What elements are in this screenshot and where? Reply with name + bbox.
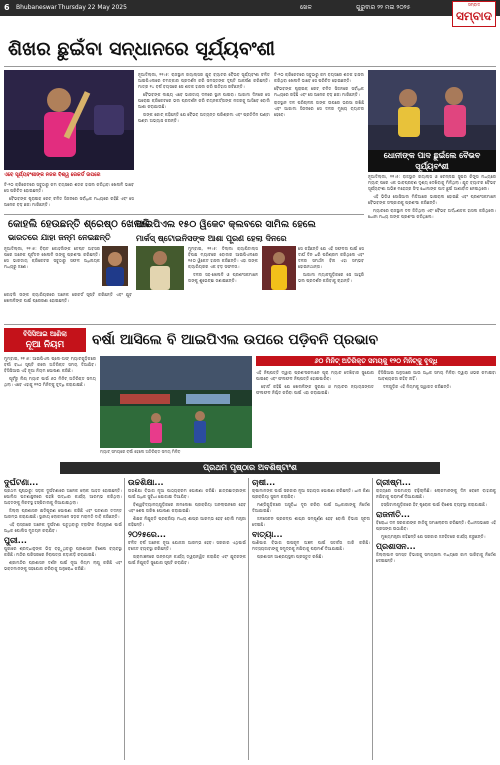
lead-sub-para: ଟି-୨୦ କ୍ରିକେଟରେ ସବୁଠାରୁ କମ ବୟସରେ ଶତକ ହାସଲ କରିଥିବା ଖେଳାଳି ଭାବେ ସେ ପରିଚିତ ହୋଇଛନ୍ତି। [4, 182, 134, 193]
kohli-headline: କୋହଲି ହେଉଛନ୍ତି ଶ୍ରେଷ୍ଠ ଖେଳାଳି [8, 219, 150, 230]
lead-photo [4, 70, 134, 170]
rain-body [4, 356, 96, 456]
lead-headline: ଶିଖର ଛୁଇଁବା ସନ୍ଧାନରେ ସୂର୍ଯ୍ୟବଂଶୀ [8, 38, 275, 60]
lead-side-points [274, 72, 364, 212]
col-text [128, 488, 246, 530]
ipl150-photo [136, 246, 184, 290]
col-para: ଗ୍ରାମାଞ୍ଚଳରେ ଉନ୍ନୟନ କାର୍ଯ୍ୟ ତ୍ୱରାନ୍ୱିତ କରାଯିବ ଏବଂ ଯୁବକଙ୍କ ପାଇଁ ନିଯୁକ୍ତି ସୁଯୋଗ ସୃଷ୍ଟି କରାଯିବ। [128, 554, 246, 565]
col-para: ମୁଖ୍ୟମନ୍ତ୍ରୀ କହିଛନ୍ତି ଯେ ସରକାର ଜନହିତରେ କାର୍ଯ୍ୟ କରୁଛନ୍ତି। [381, 534, 486, 539]
dhoni-para: ଏହି ଭିଡିଓ ସୋସିଆଲ ମିଡିଆରେ ଭାଇରାଲ ହୋଇଛି ଏବଂ ପ୍ରଶଂସକମାନେ ବୈଭବଙ୍କ ସଂସ୍କାରକୁ ପ୍ରଶଂସା କରିଛନ୍ତି। [368, 194, 496, 205]
masthead-logo [452, 1, 496, 27]
kohli-portrait-illustration [102, 246, 128, 286]
col-para: ଜିଲ୍ଲା ପ୍ରଶାସନ କ୍ଷତିପୂରଣ ଘୋଷଣା କରିଛି ଏବଂ ଘଟଣାର ତଦନ୍ତ ଆରମ୍ଭ କରାଯାଇଛି। ସ୍ଥାନୀୟ ଲୋକମାନେ ସଡ଼କ ମରାମତି ଦାବି କରିଛନ୍ତି। [4, 508, 122, 519]
lead-sub-para: ବୈଭବଙ୍କ ଷ୍ଟ୍ରାଇକ୍ ରେଟ୍ ଚଳିତ ସିଜନରେ ସର୍ବାଧିକ ମଧ୍ୟରେ ରହିଛି ଏବଂ ସେ ଅନେକ ବଡ଼ ଛକା ମାରିଛନ୍ତି। [4, 196, 134, 207]
dhoni-para: ନୂଆଦିଲ୍ଲୀ, ୨୧।୫: ରାଜସ୍ଥାନ ରୟାଲ୍ସ ଓ ଚେନ୍ନାଇ ସୁପର କିଙ୍ଗ୍ସ ମଧ୍ୟରେ ମ୍ୟାଚ୍ ପରେ ଏକ ଭାବପ୍ରବଣ ଦୃଶ୍ୟ ଦେଖିବାକୁ ମିଳିଥିଲା। ଯୁବ ବ୍ୟାଟର ବୈଭବ ସୂର୍ଯ୍ୟବଂଶୀ ଅଭିଜ୍ଞ ମହେନ୍ଦ୍ର ସିଂହ ଧୋନୀଙ୍କ ପାଦ ଛୁଇଁ ଆଶୀର୍ବାଦ ନେଇଥିଲେ। [368, 174, 496, 191]
col-heading: ୨୦୨୫ରେ... [128, 530, 166, 539]
col-divider [124, 478, 125, 760]
col-para: ରାଜ୍ୟରେ ତାପମାତ୍ରା ବଢ଼ିଚାଲିଛି। ଲୋକମାନଙ୍କୁ ଦିନ ବେଳେ ବାହାରକୁ ନଯିବାକୁ ପରାମର୍ଶ ଦିଆଯାଇଛି। [376, 488, 496, 499]
col-para: ଚଳିତ ବର୍ଷ ଅନେକ ନୂଆ ଯୋଜନା ଆରମ୍ଭ ହେବ। ସରକାର ଏଥିପାଇଁ ବଜେଟ ବ୍ୟବସ୍ଥା କରିଛନ୍ତି। [128, 540, 246, 551]
side-point: ରାଜସ୍ଥାନ ଦଳ ପରିଚାଳନା ତାଙ୍କ ଉପରେ ଭରସା ରଖିଛି ଏବଂ ଆଗାମୀ ସିଜନରେ ସେ ଦଳର ମୁଖ୍ୟ ବ୍ୟାଟର ହେବେ। [274, 100, 364, 117]
city-label: Bhubaneswar [16, 4, 57, 11]
rain-para: ଦଳଗୁଡ଼ିକ ଏହି ନିୟମକୁ ସ୍ୱାଗତ କରିଛନ୍ତି। [383, 384, 452, 389]
side-point: ଟି-୨୦ କ୍ରିକେଟରେ ସବୁଠାରୁ କମ ବୟସରେ ଶତକ ହାସଲ କରିଥିବା ଖେଳାଳି ଭାବେ ସେ ପରିଚିତ ହୋଇଛନ୍ତି। [274, 72, 364, 83]
rain-caption: ମ୍ୟାଚ୍ ସମୟରେ ବର୍ଷା ହେଲେ ଅତିରିକ୍ତ ସମୟ ମିଳିବ [100, 449, 181, 454]
col-para: ପାଣିପାଗ ବିଭାଗ ଉପକୂଳ ଅଞ୍ଚଳ ପାଇଁ ସତର୍କତା ଜାରି କରିଛି। ମତ୍ସ୍ୟଜୀବୀଙ୍କୁ ସମୁଦ୍ରକୁ ନଯିବାକୁ ପରାମର୍ଶ ଦିଆଯାଇଛି। [252, 540, 370, 551]
rain-para: ପୂର୍ବରୁ ଲିଗ୍ ମ୍ୟାଚ ପାଇଁ ୬୦ ମିନିଟ୍ ଅତିରିକ୍ତ ସମୟ ଥିଲା। ଏବେ ଏହାକୁ ୧୨୦ ମିନିଟ୍‌କୁ ବୃଦ୍ଧି କରାଯାଇଛି। [4, 376, 96, 387]
col-heading: ପୁରୀ... [4, 536, 27, 545]
col-text [252, 488, 370, 530]
dhoni-body [368, 174, 496, 280]
handshake-illustration [368, 70, 496, 150]
date-odia-label: ଗୁରୁବାର ୨୨ ମଇ ୨୦୨୫ [356, 4, 411, 11]
lead-para: ନୂଆଦିଲ୍ଲୀ, ୨୧।୫: ରାଜସ୍ଥାନ ରୟାଲ୍ସର ଯୁବ ବ୍ୟାଟର ବୈଭବ ସୂର୍ଯ୍ୟବଂଶୀ ଚଳିତ ଆଇପିଏଲରେ ଚମତ୍କାର ପ୍ରଦର୍ଶନ କରି ସମସ୍ତଙ୍କ ଦୃଷ୍ଟି ଆକର୍ଷଣ କରିଛନ୍ତି। ମାତ୍ର ୧୪ ବର୍ଷ ବୟସରେ ସେ ଶତକ ହାସଲ କରି ଇତିହାସ ରଚିଛନ୍ତି। [138, 72, 270, 89]
col-para: ଜିଲ୍ଲାପାଳ ସମସ୍ତ ବିଭାଗକୁ ସମୟସୀମା ମଧ୍ୟରେ କାମ ସାରିବାକୁ ନିର୍ଦ୍ଦେଶ ଦେଇଛନ୍ତି। [376, 552, 496, 563]
ipl150-body [188, 246, 258, 322]
col-heading: ପ୍ରଶାସନ... [376, 542, 416, 551]
col-text [376, 520, 496, 542]
supplement-col-4 [376, 478, 496, 760]
ipl150-body-2 [298, 246, 364, 322]
col-para: ଜଳସେଚନ ପ୍ରକଳ୍ପ ଶୀଘ୍ର ସମ୍ପୂର୍ଣ୍ଣ ହେବ ବୋଲି ବିଭାଗ ସୂଚନା ଦେଇଛି। [252, 516, 370, 527]
divider [4, 66, 496, 67]
col-divider [372, 478, 373, 760]
page-number: 6 [4, 3, 10, 12]
col-heading: ବାତ୍ୟା... [252, 530, 283, 539]
col-text [252, 540, 370, 562]
lead-sub-body [4, 182, 134, 214]
masthead-tagline: ସମ୍ବାଦ [468, 2, 480, 7]
col-para: ମଣ୍ଡିଗୁଡ଼ିକରେ ଅସୁବିଧା ଦୂର କରିବା ପାଇଁ ଅଧିକାରୀଙ୍କୁ ନିର୍ଦ୍ଦେଶ ଦିଆଯାଇଛି। [252, 502, 370, 513]
col-para: ପୁରୀରେ ଶ୍ରଦ୍ଧାଳୁଙ୍କ ଭିଡ଼ ବଢ଼ୁଥିବାରୁ ପ୍ରଶାସନ ବିଶେଷ ବ୍ୟବସ୍ଥା କରିଛି। ମନ୍ଦିର ପରିସରରେ ନିରାପତ୍ତା କଡ଼ାକଡ଼ି କରାଯାଇଛି। [4, 546, 122, 557]
rain-photo [100, 356, 252, 448]
dhoni-headline: ଧୋନୀଙ୍କ ପାଦ ଛୁଇଁଲେ ବୈଭବ ସୂର୍ଯ୍ୟବଂଶୀ [368, 150, 496, 172]
col-heading: ଗ୍ରୀଷ୍ମ... [376, 478, 411, 487]
col-heading: ରାଜନୀତି... [376, 510, 410, 519]
ipl150-headline: ଆଇପିଏଲ ୧୫୦ ୱିକେଟ କ୍ଲବରେ ସାମିଲ ହେଲେ [136, 219, 316, 230]
col-heading: ଦୁର୍ଘଟଣା... [4, 478, 39, 487]
supplement-col-3 [252, 478, 370, 760]
kohli-para: ନୂଆଦିଲ୍ଲୀ, ୨୧।୫: ବିରାଟ କୋହଲିଙ୍କ ଟେଷ୍ଟ ଅବସର ପରେ ଅନେକ ପୂର୍ବତନ ଖେଳାଳି ତାଙ୍କୁ ପ୍ରଶଂସା କରିଛନ୍ତି। ସେ ଭାରତୀୟ କ୍ରିକେଟର ସବୁଠାରୁ ସଫଳ ଅଧିନାୟକ ମଧ୍ୟରୁ ଜଣେ। [4, 246, 100, 269]
kohli-body-2 [4, 292, 132, 322]
col-text [376, 552, 496, 566]
col-para: ଚାଷୀମାନଙ୍କ ପାଇଁ ସରକାର ନୂଆ ସହାୟତା ଘୋଷଣା କରିଛନ୍ତି। ଧାନ କିଣା ପ୍ରକ୍ରିୟା ସୁଗମ କରାଯିବ। [252, 488, 370, 499]
col-text [4, 488, 122, 536]
ipl150-para: ଆଗାମୀ ମ୍ୟାଚଗୁଡ଼ିକରେ ସେ ଆହୁରି ଭଲ ପ୍ରଦର୍ଶନ କରିବାକୁ ଚାହାନ୍ତି। [298, 272, 364, 283]
ipl150-headline-2: ମାର୍କସ୍ ଷ୍ଟୋଇନିସଙ୍କ ଆଶା ପୂରଣ ହେଲା ଦିନରେ [136, 233, 287, 243]
batsman-illustration [4, 70, 134, 170]
player-illustration [262, 246, 296, 290]
rain-kicker-line: ବିସିସିଆଇ ଆଣିଲା [23, 330, 67, 338]
rain-para: ଏହି ନିଷ୍ପତ୍ତି ଦ୍ୱାରା ପ୍ରଶଂସକମାନେ ପୂରା ମ୍ୟାଚ ଦେଖିବାର ସୁଯୋଗ ପାଇବେ ଏବଂ ଫଳାଫଳ ନିଷ୍ପତ୍ତି ହୋଇପାରିବ। [256, 370, 374, 381]
dhoni-photo [368, 70, 496, 150]
lead-body [138, 72, 270, 180]
stadium-illustration [100, 356, 252, 448]
ipl150-para: ମୁମ୍ବାଇ, ୨୧।୫: ଦିଲ୍ଲୀ କ୍ୟାପିଟାଲ୍ସ ବିପକ୍ଷ ମ୍ୟାଚରେ ବୋଲର ଆଇପିଏଲରେ ୧୫୦ ୱିକେଟ ହାସଲ କରିଛନ୍ତି। ଏହା ତାଙ୍କ କ୍ୟାରିୟରର ଏକ ବଡ଼ ସଫଳତା। [188, 246, 258, 269]
masthead-name: ସମ୍ବାଦ [456, 9, 492, 23]
col-para: ବିରୋଧୀ ଦଳ ସରକାରଙ୍କ ନୀତିକୁ ସମାଲୋଚନା କରିଛନ୍ତି। ବିଧାନସଭାରେ ଏହି ପ୍ରସଙ୍ଗ ଉଠାଯିବ। [376, 520, 496, 531]
lead-para: ତାଙ୍କ କୋଚ୍ କହିଛନ୍ତି ଯେ ବୈଭବ ଅତ୍ୟନ୍ତ ପରିଶ୍ରମୀ ଏବଂ ପ୍ରତିଦିନ ଘଣ୍ଟା ଘଣ୍ଟା ଅଭ୍ୟାସ କରନ୍ତି। [138, 112, 270, 123]
col-text [128, 540, 246, 568]
rain-headline: ବର୍ଷା ଆସିଲେ ବି ଆଇପିଏଲ ଉପରେ ପଡ଼ିବନି ପ୍ରଭାବ [92, 332, 379, 348]
col-heading: ଉଚ୍ଚଶିକ୍ଷା... [128, 478, 164, 487]
rain-para: ବୋର୍ଡ କହିଛି ଯେ ଖେଳାଳିଙ୍କ ସୁରକ୍ଷା ଓ ମ୍ୟାଚର ନ୍ୟାୟସଙ୍ଗତ ଫଳାଫଳ ନିଶ୍ଚିତ କରିବା ପାଇଁ ଏହା କରାଯାଇଛି। [256, 384, 374, 395]
divider [4, 214, 364, 215]
col-divider [248, 478, 249, 760]
dhoni-para: ମ୍ୟାଚରେ ରାଜସ୍ଥାନ ଦଳ ଜିତିଥିଲା ଏବଂ ବୈଭବ ଅର୍ଦ୍ଧଶତକ ହାସଲ କରିଥିଲେ। ଧୋନୀ ମଧ୍ୟ ତାଙ୍କ ପ୍ରଶଂସା କରିଥିଲେ। [368, 208, 496, 219]
col-para: ଶିକ୍ଷକ ନିଯୁକ୍ତି ପ୍ରକ୍ରିୟା ମଧ୍ୟ ଶୀଘ୍ର ଆରମ୍ଭ ହେବ ବୋଲି ମନ୍ତ୍ରୀ କହିଛନ୍ତି। [128, 516, 246, 527]
kohli-photo [102, 246, 128, 286]
lead-subhead: ଏବେ ସୂର୍ଯ୍ୟବଂଶୀଙ୍କ ନଜର ବିଶ୍ୱ ରେକର୍ଡ ଉପରେ [4, 172, 101, 178]
top-bar [0, 0, 500, 16]
col-para: ଶ୍ରୀମନ୍ଦିର ପ୍ରଶାସନ ଦର୍ଶନ ପାଇଁ ନୂଆ ନିୟମ ଲାଗୁ କରିଛି ଏବଂ ଭକ୍ତମାନଙ୍କୁ ସହଯୋଗ କରିବାକୁ ଅନୁରୋଧ କରିଛି। [4, 560, 122, 571]
supplement-col-2 [128, 478, 246, 760]
ipl150-para: ଦଳର ସହ-ଖେଳାଳି ଓ ପ୍ରଶଂସକମାନେ ତାଙ୍କୁ ଶୁଭେଚ୍ଛା ଜଣାଇଛନ୍ତି। [188, 272, 258, 283]
rain-body-3 [378, 370, 496, 460]
col-heading: ଚାଷୀ... [252, 478, 276, 487]
kohli-body [4, 246, 100, 292]
supplement-col-1 [4, 478, 122, 760]
kohli-headline-2: ଭାରତରେ ଯାହା ଜନ୍ମ ନେଇଛନ୍ତି [8, 232, 111, 242]
rain-body-2 [256, 370, 374, 460]
col-para: ହସ୍ପିଟାଲଗୁଡ଼ିକରେ ହିଟ୍ ଷ୍ଟ୍ରୋକ ପାଇଁ ବିଶେଷ ବ୍ୟବସ୍ଥା କରାଯାଇଛି। [381, 502, 487, 507]
col-para: ଉଚ୍ଚଶିକ୍ଷା ବିଭାଗ ନୂଆ ପାଠ୍ୟକ୍ରମ ଘୋଷଣା କରିଛି। ଛାତ୍ରଛାତ୍ରୀଙ୍କ ପାଇଁ ଅଧିକ ସୁବିଧା ଯୋଗାଇ ଦିଆଯିବ। [128, 488, 246, 499]
rain-para: ବିସିସିଆଇ ଅନୁସାରେ ଆଉ ଅଧିକ ସମୟ ମିଳିବା ଦ୍ୱାରା ଓଭର କମାଇବା ଆବଶ୍ୟକତା ରହିବ ନାହିଁ। [378, 370, 496, 381]
rain-kicker [4, 328, 86, 352]
col-para: ଏହି ରାସ୍ତାରେ ଅନେକ ଦୁର୍ଘଟଣା ଘଟୁଥିବାରୁ ଟ୍ରାଫିକ ନିୟନ୍ତ୍ରଣ ପାଇଁ ଅଧିକ ପୋଲିସ ମୁତୟନ କରାଯିବ। [4, 522, 122, 533]
section-label: ଖେଳ [300, 4, 312, 11]
ipl150-para: ସେ କହିଛନ୍ତି ଯେ ଏହି ସଫଳତା ପାଇଁ ସେ ଦୀର୍ଘ ଦିନ ଧରି ପରିଶ୍ରମ କରିଥିଲେ ଏବଂ ଦଳର ସମର୍ଥନ ବିନା ଏହା ସମ୍ଭବ ହୋଇନଥାନ୍ତା। [298, 246, 364, 269]
rain-kicker-line: ନୂଆ ନିୟମ [25, 340, 65, 350]
rain-strip: ୬୦ ମିନିଟ୍ ଅତିରିକ୍ତ ସମୟକୁ ୧୨୦ ମିନିଟ୍‌କୁ ବୃଦ୍ଧି [256, 356, 496, 366]
date-label: Thursday 22 May 2025 [58, 4, 127, 11]
col-para: ପ୍ରଥମ ପୃଷ୍ଠାରୁ: ସଡ଼କ ଦୁର୍ଘଟଣାରେ ଅନେକ ଲୋକ ଆହତ ହୋଇଛନ୍ତି। ପୋଲିସ ଘଟଣାସ୍ଥଳରେ ପହଞ୍ଚି ଉଦ୍ଧାର କାର୍ଯ୍ୟ ଆରମ୍ଭ କରିଥିଲା। ଆହତଙ୍କୁ ନିକଟସ୍ଥ ହସ୍ପିଟାଲକୁ ନିଆଯାଇଥିଲା। [4, 488, 122, 505]
rain-para: ମୁମ୍ବାଇ, ୨୧।୫: ଆଇପିଏଲ ପ୍ଲେ-ଅଫ୍ ମ୍ୟାଚଗୁଡ଼ିକରେ ବର୍ଷା ବାଧା ସୃଷ୍ଟି କଲେ ଅତିରିକ୍ତ ସମୟ ଦିଆଯିବ। ବିସିସିଆଇ ଏହି ନୂଆ ନିୟମ ଘୋଷଣା କରିଛି। [4, 356, 96, 373]
col-para: ବିଶ୍ୱବିଦ୍ୟାଳୟଗୁଡ଼ିକରେ ନାମଲେଖା ପ୍ରକ୍ରିୟା ଅନଲାଇନରେ ହେବ ଏବଂ ଶେଷ ତାରିଖ ଘୋଷଣା କରାଯାଇଛି। [128, 502, 246, 513]
kohli-para: କୋହଲି ତାଙ୍କ କ୍ୟାରିୟରରେ ଅନେକ ରେକର୍ଡ ସୃଷ୍ଟି କରିଛନ୍ତି ଏବଂ ଯୁବ ଖେଳାଳିଙ୍କ ପାଇଁ ପ୍ରେରଣା ହୋଇଛନ୍ତି। [4, 292, 132, 303]
side-point: ବୈଭବଙ୍କ ଷ୍ଟ୍ରାଇକ୍ ରେଟ୍ ଚଳିତ ସିଜନରେ ସର୍ବାଧିକ ମଧ୍ୟରେ ରହିଛି ଏବଂ ସେ ଅନେକ ବଡ଼ ଛକା ମାରିଛନ୍ତି। [274, 86, 364, 97]
col-text [376, 488, 496, 510]
col-text [4, 546, 122, 574]
divider [4, 324, 496, 325]
lead-para: ବୈଭବଙ୍କ ଲକ୍ଷ୍ୟ ଏବେ ଭାରତୀୟ ଦଳରେ ସ୍ଥାନ ପାଇବା। ଆଗାମୀ ଦିନରେ ସେ ଘରୋଇ କ୍ରିକେଟରେ ଭଲ ପ୍ରଦର୍ଶନ କରି ଚୟନକର୍ତ୍ତାଙ୍କ ନଜରକୁ ଆସିବେ ବୋଲି ଆଶା କରାଯାଉଛି। [138, 92, 270, 109]
ipl150-photo-2 [262, 246, 296, 290]
supplement-banner: ପ୍ରଥମ ପୃଷ୍ଠାର ଅବଶିଷ୍ଟାଂଶ [60, 462, 440, 474]
col-para: ପ୍ରଶାସନ ଆଶ୍ରୟସ୍ଥଳୀ ପ୍ରସ୍ତୁତ ରଖିଛି। [257, 554, 324, 559]
bowler-illustration [136, 246, 184, 290]
